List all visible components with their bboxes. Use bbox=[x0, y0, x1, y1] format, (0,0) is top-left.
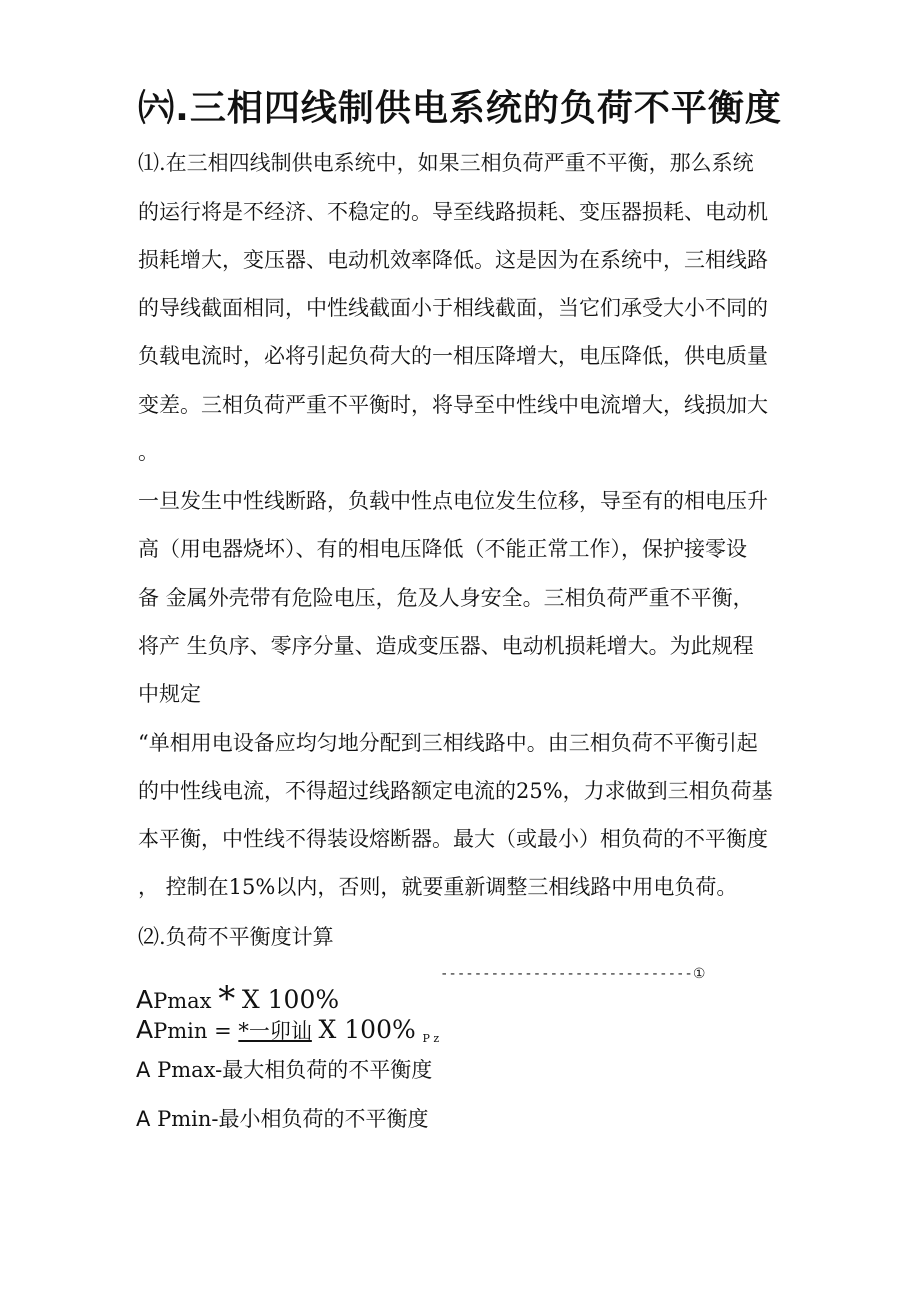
formula-pmin bbox=[136, 1015, 439, 1054]
formula-subscript: P z bbox=[422, 1032, 440, 1045]
definition-text: Pmax-最大相负荷的不平衡度 bbox=[157, 1058, 433, 1082]
delta-symbol: A bbox=[136, 985, 154, 1014]
delta-symbol: A bbox=[136, 1058, 151, 1082]
paragraph-line: 损耗增大，变压器、电动机效率降低。这是因为在系统中，三相线路 bbox=[138, 248, 768, 272]
multiply-operator: * bbox=[218, 979, 236, 1019]
delta-symbol: A bbox=[136, 1015, 154, 1044]
paragraph-line: 的中性线电流，不得超过线路额定电流的25%，力求做到三相负荷基 bbox=[138, 779, 773, 803]
formula-numerator: *一卯讪 bbox=[238, 1019, 312, 1043]
formula-symbol: Pmax bbox=[153, 989, 212, 1013]
paragraph-line: 将产 生负序、零序分量、造成变压器、电动机损耗增大。为此规程 bbox=[138, 634, 754, 658]
definition-pmax bbox=[136, 1055, 432, 1085]
paragraph-line: “单相用电设备应均匀地分配到三相线路中。由三相负荷不平衡引起 bbox=[138, 731, 758, 755]
document-title: ㈥.三相四线制供电系统的负荷不平衡度 bbox=[138, 88, 782, 129]
delta-symbol: A bbox=[136, 1107, 151, 1131]
paragraph-line: 备 金属外壳带有危险电压，危及人身安全。三相负荷严重不平衡， bbox=[138, 586, 754, 610]
definition-text: Pmin-最小相负荷的不平衡度 bbox=[157, 1107, 429, 1131]
section-heading: ⑵.负荷不平衡度计算 bbox=[138, 925, 334, 949]
paragraph-line: 负载电流时，必将引起负荷大的一相压降增大，电压降低，供电质量 bbox=[138, 344, 768, 368]
formula-multiplier: X 100% bbox=[241, 985, 340, 1014]
paragraph-line: 高（用电器烧坏）、有的相电压降低（不能正常工作），保护接零设 bbox=[138, 537, 747, 561]
paragraph-line: 。 bbox=[138, 440, 159, 464]
paragraph-line: 的导线截面相同，中性线截面小于相线截面，当它们承受大小不同的 bbox=[138, 296, 768, 320]
formula-pmax bbox=[136, 979, 340, 1019]
paragraph-line: 中规定 bbox=[138, 682, 201, 706]
paragraph-line: 的运行将是不经济、不稳定的。导至线路损耗、变压器损耗、电动机 bbox=[138, 200, 768, 224]
paragraph-line: 一旦发生中性线断路，负载中性点电位发生位移，导至有的相电压升 bbox=[138, 489, 768, 513]
definition-pmin bbox=[136, 1104, 428, 1134]
paragraph-line: 变差。三相负荷严重不平衡时，将导至中性线中电流增大，线损加大 bbox=[138, 393, 768, 417]
formula-number-marker: ------------------------------① bbox=[440, 966, 706, 982]
formula-multiplier: X 100% bbox=[318, 1015, 416, 1044]
paragraph-line: ， 控制在15%以内，否则，就要重新调整三相线路中用电负荷。 bbox=[138, 875, 738, 899]
paragraph-line: ⑴.在三相四线制供电系统中，如果三相负荷严重不平衡，那么系统 bbox=[138, 151, 754, 175]
paragraph-line: 本平衡，中性线不得装设熔断器。最大（或最小）相负荷的不平衡度 bbox=[138, 827, 768, 851]
formula-lhs: Pmin = bbox=[153, 1019, 239, 1043]
